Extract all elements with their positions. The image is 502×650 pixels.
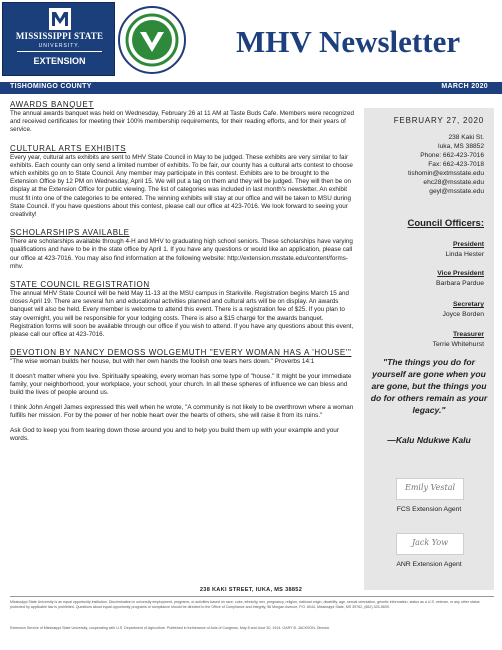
section-scholarships	[10, 228, 355, 271]
officer-name: Terrie Whitehurst	[432, 341, 484, 348]
quote-author: —Kalu Ndukwe Kalu	[387, 435, 471, 445]
section-text: The annual awards banquet was held on Wednesday, February 26 at 11 AM at Taste Buds Cafe. Members were recognized and received certificates for meeting their 100% membership requirements, for their reading efforts, and for their years of service.	[10, 110, 354, 134]
logo-extension-text: EXTENSION	[33, 56, 86, 66]
contact-phone: Phone: 662-423-7016	[420, 152, 484, 159]
anr-agent-signature	[396, 533, 464, 555]
msu-extension-logo	[2, 2, 115, 76]
officer-name: Barbara Pardue	[436, 280, 484, 287]
main-column	[10, 100, 355, 450]
mhv-seal-icon	[118, 6, 186, 74]
msu-m-icon	[49, 8, 71, 30]
contact-fax: Fax: 662-423-7018	[428, 161, 484, 168]
officer-role: President	[453, 241, 484, 248]
section-text: The annual MHV State Council will be held May 11-13 at the MSU campus in Starkville. Registration begins March 15 and closes April 19. There are several fun and educational activities planned and cultural arts will be on display. An awards banquet will also be held. Every member is welcome to attend this event. There is a registration fee of $25. If you plan to stay overnight, you will be responsible for your lodging costs. There is also a $15 charge for the awards banquet. Registration forms will soon be available through our office if you wish to attend. If you have any questions about this event, please call our office at 423-7016.	[10, 290, 354, 339]
devotion-paragraph: "The wise woman builds her house, but with her own hands the foolish one tears hers down." Proverbs 14:1	[10, 358, 315, 366]
contact-email: tishomin@extmsstate.edu	[408, 170, 484, 177]
contact-address: 238 Kaki St.	[448, 134, 484, 141]
fcs-agent-signature	[396, 478, 464, 500]
officer-role: Secretary	[453, 301, 484, 308]
section-cultural-arts	[10, 144, 355, 220]
county-bar	[0, 82, 502, 94]
newsletter-header	[0, 0, 502, 80]
sidebar-date: FEBRUARY 27, 2020	[393, 116, 484, 125]
devotion-paragraph: I think John Angell James expressed this well when he wrote, "A community is not likely to be overthrown where a woman fulfills her mission. For by the power of her noble heart over the hearts of others, she will raise it from its ruins."	[10, 403, 354, 420]
issue-date: MARCH 2020	[441, 83, 488, 90]
section-title: DEVOTION BY NANCY DEMOSS WOLGEMUTH "EVERY WOMAN HAS A 'HOUSE'"	[10, 348, 352, 358]
officer-role: Vice President	[437, 270, 484, 277]
signature-text: Emily Vestal	[404, 483, 456, 492]
contact-city: Iuka, MS 38852	[437, 143, 484, 150]
county-name: TISHOMINGO COUNTY	[10, 83, 92, 90]
officer-role: Treasurer	[453, 331, 484, 338]
section-state-council	[10, 280, 355, 339]
equal-opportunity-disclaimer: Mississippi State University is an equal opportunity institution. Discrimination in university employment, programs, or activities based on race, color, ethnicity, sex, pregnancy, religion, national origin, disability, age, sexual orientation, genetic information, status as a U.S. veteran, or any other status protected by applicable law is prohibited. Questions about equal opportunity programs or compliance should be directed to the Office of Compliance and Integrity, 56 Morgan Avenue, P.O. 6044, Mississippi State, MS 39762, (662) 325-5839.	[10, 600, 480, 610]
logo-state-text: MISSISSIPPI STATE	[15, 31, 104, 41]
contact-email: geyl@msstate.edu	[429, 188, 484, 195]
officer-name: Linda Hester	[445, 251, 484, 258]
section-title: AWARDS BANQUET	[10, 100, 94, 109]
footer-divider	[10, 596, 494, 597]
officer-name: Joyce Borden	[442, 311, 484, 318]
devotion-paragraph: Ask God to keep you from tearing down those around you and to help you build them up with your example and your words.	[10, 426, 339, 443]
devotion-paragraph: It doesn't matter where you live. Spiritually speaking, every woman has some type of "house." It might be your immediate family, your neighborhood, your workplace, your school, your church. In all these spheres of influence we can bless and build the lives of people around us.	[10, 372, 352, 397]
footer-address: 238 KAKI STREET, IUKA, MS 38852	[199, 587, 303, 593]
section-text: Every year, cultural arts exhibits are sent to MHV State Council in May to be judged. These exhibits are very similar to fair exhibits. Each county can only send a limited number of exhibits. To be fair, our county has a cultural arts contest to choose which exhibits go on to State Council. Any member may participate in this contest. Exhibits are to be brought to the Extension Office by 12 PM on Wednesday, April 15. We will put a tag on them and they will be judged. They will then be on display at the Extension Office for public viewing. The list of categories was included in last month's newsletter. An exhibit must fit into one of the categories to be entered. The winning exhibits will stay at our office and will be taken to MSU during State Council. If you have questions about this contest, please call our office at 423-7016. We look forward to seeing your creativity!	[10, 153, 353, 219]
legacy-quote: "The things you do for yourself are gone when you are gone, but the things you do for others remain as your legacy."	[370, 357, 488, 415]
section-title: CULTURAL ARTS EXHIBITS	[10, 143, 127, 153]
section-devotion	[10, 348, 355, 443]
anr-agent-title: ANR Extension Agent	[396, 561, 462, 568]
extension-acknowledgement: Extension Service of Mississippi State University, cooperating with U.S. Department of Agriculture. Published in furtherance of Acts of Congress, May 8 and June 30, 1914. GARY B. JACKSON, Director	[10, 626, 330, 630]
section-awards-banquet	[10, 100, 355, 135]
section-text: There are scholarships available through 4-H and MHV to graduating high school seniors. These scholarships have varying qualifications and have to be in the state office by April 1. If you have any questions or would like an application, please call our office at 423-7016. You may also find information at the following website: http://extension.msstate.edu/content/forms-mhv.	[10, 238, 353, 270]
signature-text: Jack Yow	[411, 538, 449, 547]
section-title: STATE COUNCIL REGISTRATION	[10, 280, 150, 290]
contact-email: ehc28@msstate.edu	[423, 179, 484, 186]
section-title: SCHOLARSHIPS AVAILABLE	[10, 228, 130, 238]
council-officers-heading: Council Officers:	[407, 218, 484, 229]
sidebar	[364, 108, 494, 590]
logo-divider	[17, 51, 102, 52]
newsletter-title: MHV Newsletter	[236, 24, 461, 59]
fcs-agent-title: FCS Extension Agent	[396, 506, 462, 513]
logo-university-text: UNIVERSITY.	[38, 43, 81, 49]
